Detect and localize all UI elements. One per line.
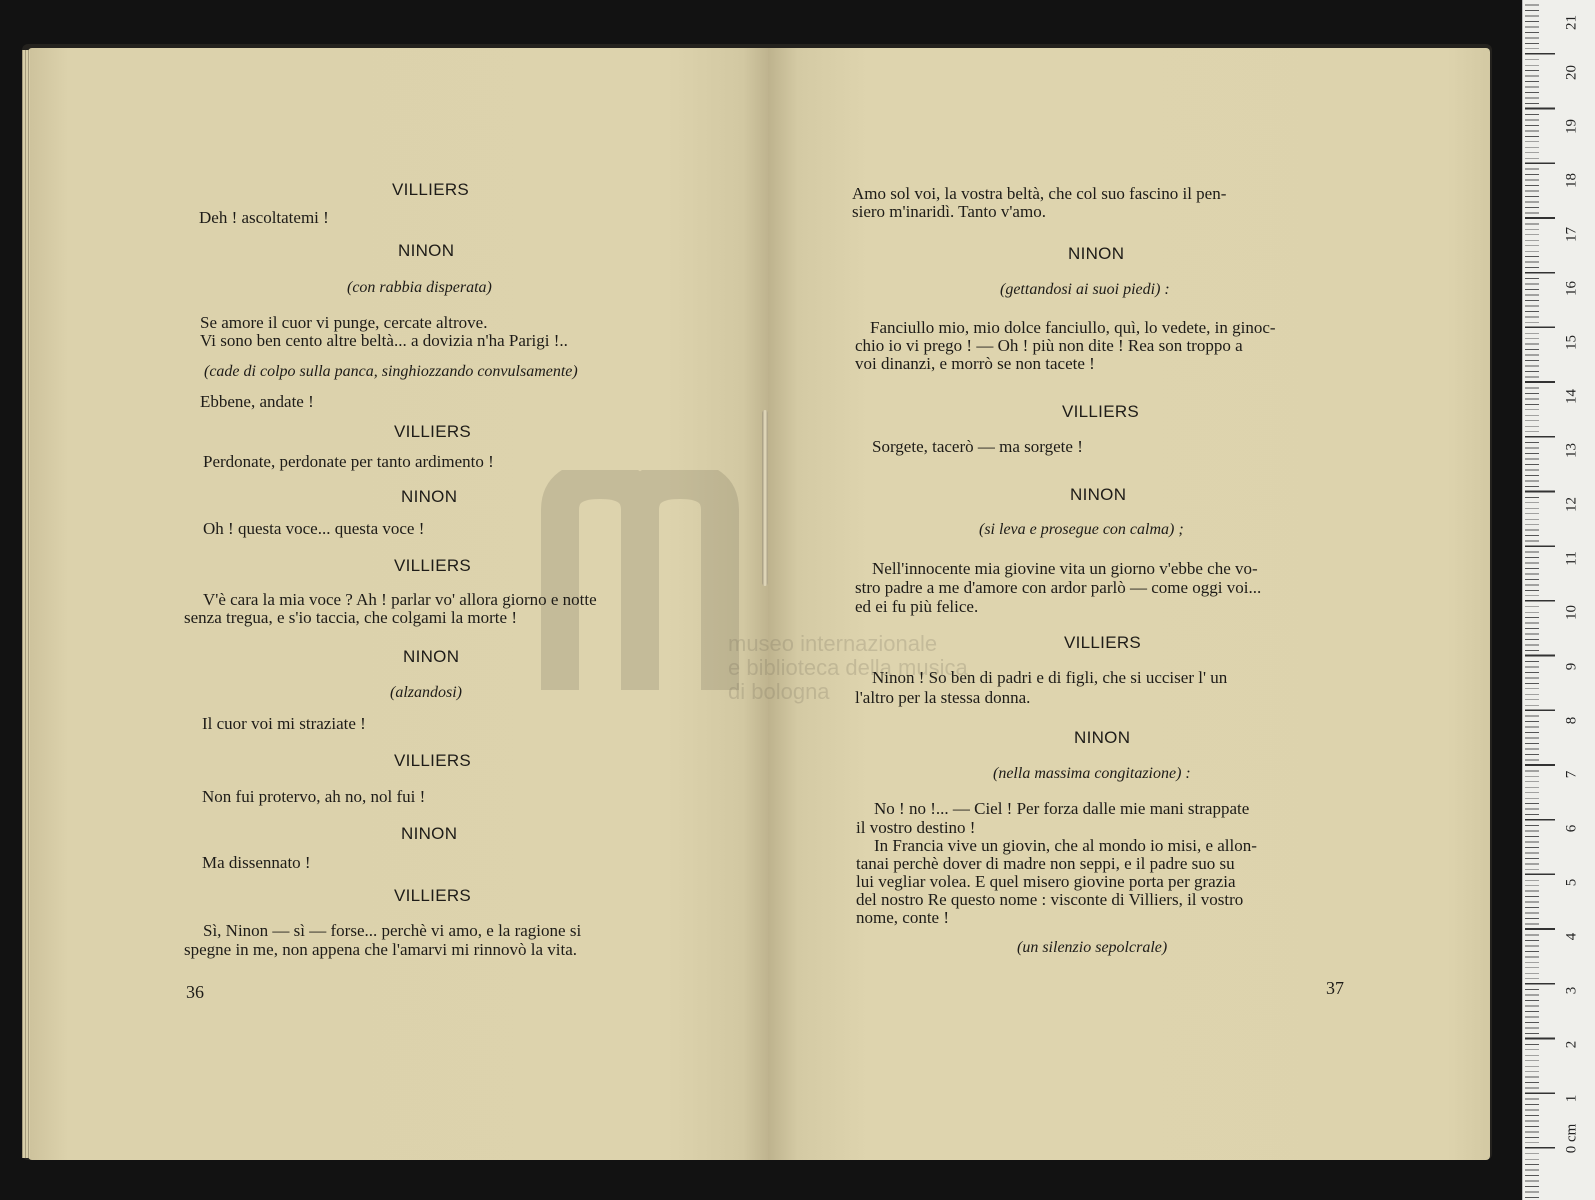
watermark-line-3: di bologna: [728, 679, 830, 704]
dialogue-line: Ebbene, andate !: [200, 392, 314, 411]
dialogue-line: senza tregua, e s'io taccia, che colgami la morte !: [184, 608, 517, 627]
dialogue-line: l'altro per la stessa donna.: [855, 688, 1031, 707]
dialogue-line: stro padre a me d'amore con ardor parlò — come oggi voi...: [855, 578, 1262, 597]
ruler-label: 20: [1563, 65, 1580, 80]
dialogue-line: Ma dissennato !: [202, 853, 311, 872]
stage-direction: (un silenzio sepolcrale): [1017, 939, 1168, 956]
page-number-left: 36: [186, 982, 204, 1002]
ruler-label: 15: [1563, 335, 1580, 350]
dialogue-line: spegne in me, non appena che l'amarvi mi rinnovò la vita.: [184, 940, 578, 959]
speaker-name: VILLIERS: [1064, 633, 1142, 652]
speaker-name: VILLIERS: [394, 556, 472, 575]
speaker-name: NINON: [401, 824, 458, 843]
dialogue-line: Sorgete, tacerò — ma sorgete !: [872, 437, 1083, 456]
ruler-label: 13: [1563, 443, 1580, 458]
ruler-label: 4: [1563, 932, 1580, 941]
ruler-label: 8: [1563, 716, 1580, 725]
dialogue-line: Fanciullo mio, mio dolce fanciullo, quì, lo vedete, in ginoc-: [870, 318, 1276, 337]
dialogue-line: No ! no !... — Ciel ! Per forza dalle mie mani strappate: [874, 799, 1250, 818]
dialogue-line: il vostro destino !: [856, 818, 976, 837]
book-spine: [762, 410, 768, 586]
speaker-name: VILLIERS: [394, 886, 472, 905]
ruler-label: 1: [1563, 1094, 1580, 1103]
ruler-label: 2: [1563, 1040, 1580, 1049]
dialogue-line: nome, conte !: [856, 908, 949, 927]
ruler-label: 11: [1563, 551, 1580, 566]
stage-direction: (gettandosi ai suoi piedi) :: [1000, 281, 1170, 298]
ruler-label: 3: [1563, 986, 1580, 995]
dialogue-line: Ninon ! So ben di padri e di figli, che si ucciser l' un: [872, 668, 1228, 687]
dialogue-line: del nostro Re questo nome : visconte di Villiers, il vostro: [856, 890, 1244, 909]
ruler-label: 9: [1563, 662, 1580, 671]
stage-direction: (alzandosi): [390, 684, 462, 701]
dialogue-line: Nell'innocente mia giovine vita un giorno v'ebbe che vo-: [872, 559, 1258, 578]
dialogue-line: Oh ! questa voce... questa voce !: [203, 519, 425, 538]
speaker-name: NINON: [403, 647, 460, 666]
dialogue-line: ed ei fu più felice.: [855, 597, 979, 616]
dialogue-line: tanai perchè dover di madre non seppi, e il padre suo su: [856, 854, 1235, 873]
dialogue-line: Deh ! ascoltatemi !: [199, 208, 329, 227]
ruler-label: 18: [1563, 173, 1580, 188]
dialogue-line: Non fui protervo, ah no, nol fui !: [202, 787, 426, 806]
ruler-unit: 0 cm: [1563, 1123, 1580, 1154]
stage-direction: (nella massima congitazione) :: [993, 765, 1191, 782]
page-edges: [22, 50, 30, 1158]
dialogue-line: Se amore il cuor vi punge, cercate altrove.: [200, 313, 488, 332]
ruler-label: 17: [1563, 227, 1580, 242]
dialogue-line: Sì, Ninon — sì — forse... perchè vi amo, e la ragione si: [203, 921, 582, 940]
dialogue-line: In Francia vive un giovin, che al mondo io misi, e allon-: [874, 836, 1257, 855]
dialogue-line: lui vegliar volea. E quel misero giovine porta per grazia: [856, 872, 1236, 891]
measurement-ruler: [1522, 0, 1595, 1200]
watermark-line-1: museo internazionale: [728, 631, 938, 656]
speaker-name: NINON: [1074, 728, 1131, 747]
speaker-name: NINON: [1068, 244, 1125, 263]
ruler-label: 16: [1563, 281, 1580, 296]
ruler-label: 21: [1563, 15, 1580, 30]
stage-direction: (cade di colpo sulla panca, singhiozzando convulsamente): [204, 363, 578, 380]
dialogue-line: Il cuor voi mi straziate !: [202, 714, 366, 733]
dialogue-line: siero m'inaridì. Tanto v'amo.: [852, 202, 1046, 221]
ruler-label: 19: [1563, 119, 1580, 134]
ruler-label: 12: [1563, 497, 1580, 512]
ruler-label: 7: [1563, 770, 1580, 779]
dialogue-line: Amo sol voi, la vostra beltà, che col suo fascino il pen-: [852, 184, 1227, 203]
ruler-ticks: [1525, 0, 1555, 1200]
ruler-label: 6: [1563, 824, 1580, 833]
speaker-name: NINON: [398, 241, 455, 260]
speaker-name: VILLIERS: [394, 751, 472, 770]
speaker-name: VILLIERS: [394, 422, 472, 441]
speaker-name: VILLIERS: [1062, 402, 1140, 421]
speaker-name: NINON: [1070, 485, 1127, 504]
watermark-line-2: e biblioteca della musica: [728, 655, 968, 680]
ruler-label: 5: [1563, 878, 1580, 887]
dialogue-line: voi dinanzi, e morrò se non tacete !: [855, 354, 1095, 373]
stage-direction: (si leva e prosegue con calma) ;: [979, 521, 1184, 538]
ruler-label: 10: [1563, 605, 1580, 620]
dialogue-line: Perdonate, perdonate per tanto ardimento !: [203, 452, 494, 471]
dialogue-line: chio io vi prego ! — Oh ! più non dite ! Rea son troppo a: [855, 336, 1243, 355]
dialogue-line: V'è cara la mia voce ? Ah ! parlar vo' allora giorno e notte: [203, 590, 597, 609]
speaker-name: NINON: [401, 487, 458, 506]
stage-direction: (con rabbia disperata): [347, 279, 492, 296]
page-number-right: 37: [1326, 978, 1344, 998]
ruler-label: 14: [1563, 389, 1580, 404]
speaker-name: VILLIERS: [392, 180, 470, 199]
dialogue-line: Vi sono ben cento altre beltà... a dovizia n'ha Parigi !..: [200, 331, 568, 350]
